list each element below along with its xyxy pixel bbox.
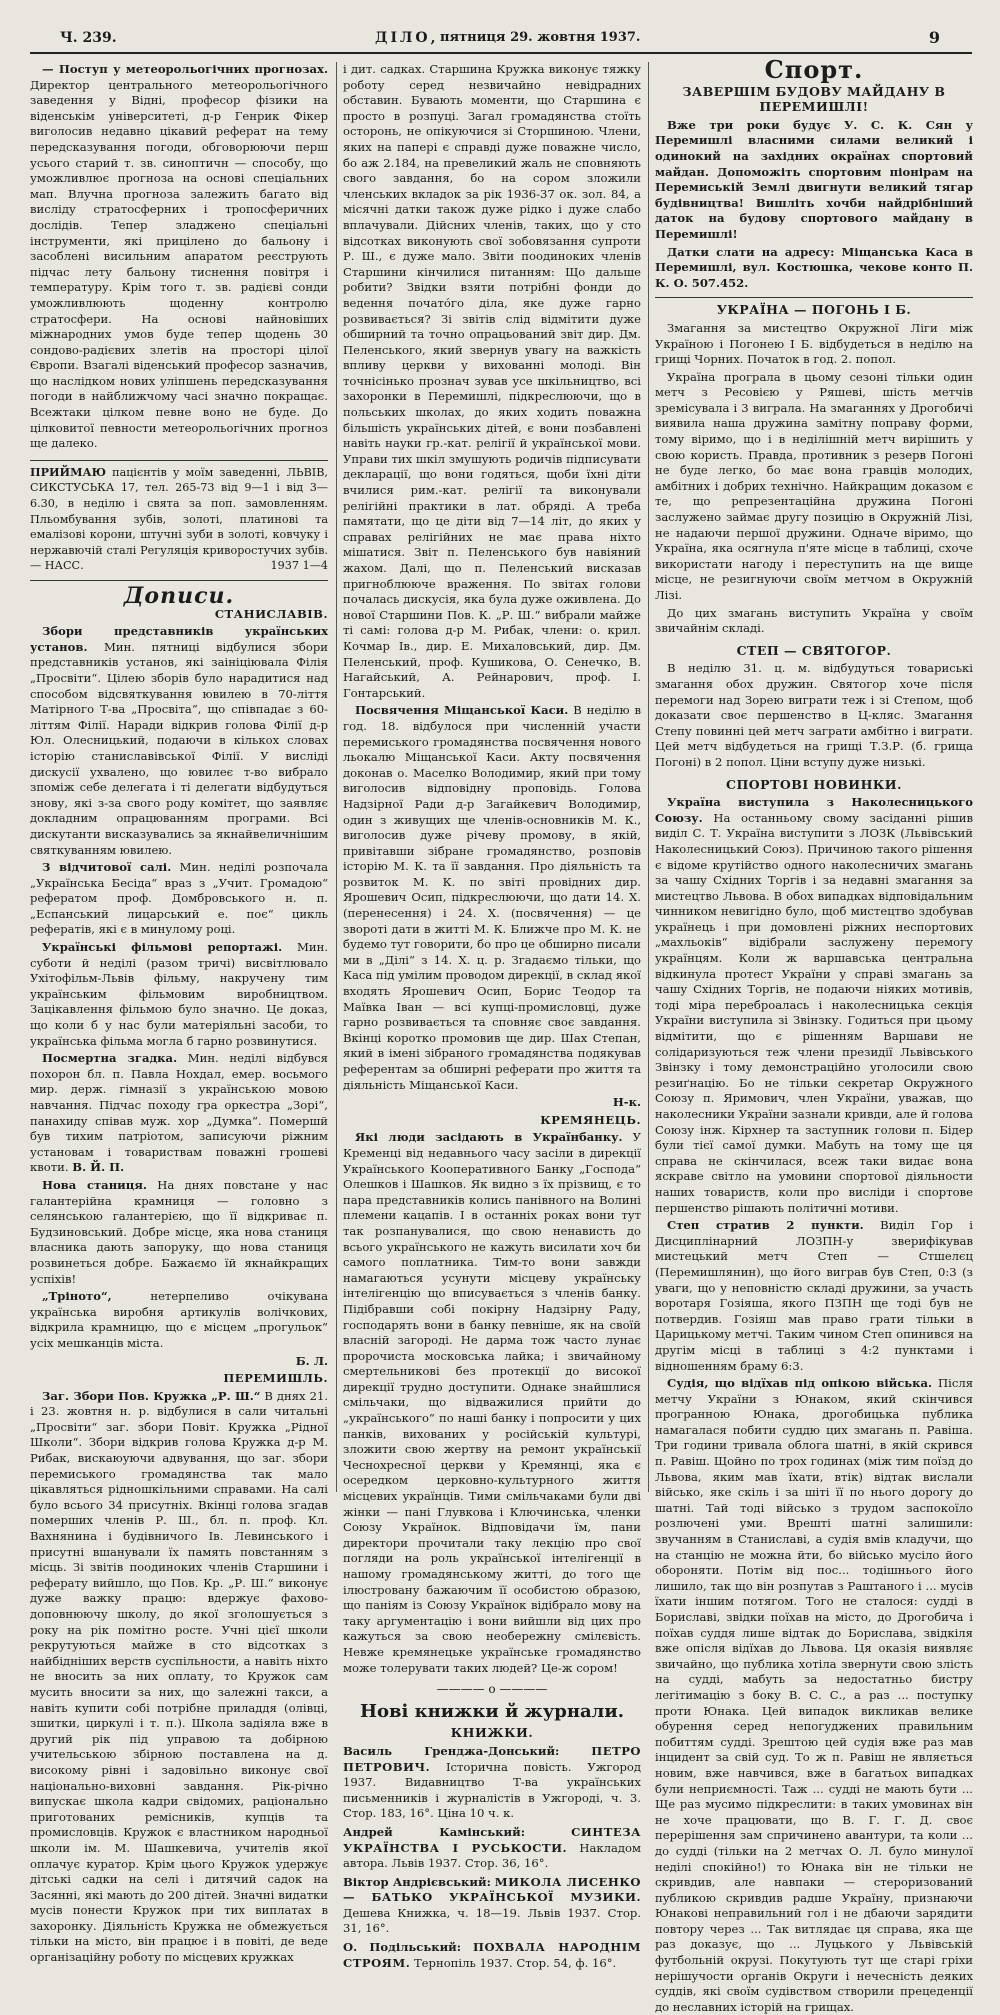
column-2 <box>343 62 642 1970</box>
book-entry <box>343 1825 641 1872</box>
item-text: Мин. пятниці відбулися збори представників установ, які заініціювала Філія „Просвіти“. Цілею зборів було нарадитися над способом відсвяткування ювилею в 70-ліття Матірного Т-ва „Просвіта“, що співпадає з 60-літтям Філії. Наради відкрив голова Філії д-р Юл. Олесницький, подаючи в кількох словах історію станиславівської Філії. У висліді дискусії ухвалено, що ювилеє т-во вибрало зпоміж себе делегата і ті делегати відбудуться знову, які з-за свого роду комітет, що заявляє докладним опрацюванням програми. Всі дискутанти висказувались за якнайвеличнішим святкуванням ювилею. <box>30 639 328 857</box>
item-lead: Посвячення Міщанської Каси. <box>355 703 569 718</box>
appeal-text: Вже три роки будує У. С. К. Сян у Перемишлі власними силами великий і одинокий на західних окраїнах спортовий майдан. Допоможіть спортовим піонірам на Перемиській Землі двигнути великий тягар будівництва! Вишліть хочби найдрібніший даток на будову спортового майдану в Перемишлі! <box>655 117 973 241</box>
appeal-title: ЗАВЕРШІМ БУДОВУ МАЙДАНУ В ПЕРЕМИШЛІ! <box>682 83 946 115</box>
item-text: Мин. неділі розпочала „Українська Бесіда“ враз з „Учит. Громадою“ рефератом проф. Домбровського н. п. „Еспанський лицарський е. поє“ цикль рефератів, які є в минулому році. <box>30 860 328 937</box>
article-text: Змагання за мистецтво Окружної Ліги між Україною і Погонею І Б. відбудеться в неділю на грищі Чорних. Початок в год. 2. попол. <box>655 320 973 367</box>
page-number-left: Ч. 239. <box>60 30 117 46</box>
item-lead: Посмертна згадка. <box>42 1051 178 1066</box>
appeal-address: Датки слати на адресу: Міщанська Каса в Перемишлі, вул. Костюшка, чекове конто П. К. О. 507.452. <box>655 244 973 290</box>
page-number-right: 9 <box>928 28 940 47</box>
place-heading: СТАНИСЛАВІВ. <box>214 606 328 621</box>
item-text: Мин. суботи й неділі (разом тричі) висвітлювало Ухітофільм-Львів фільму, накручену тим українським фільмовим виробництвом. Зацікавлення фільмою було значно. Це доказ, що коли б у нас були матеріяльні засоби, то українська фільма могла б гарно розвинутися. <box>30 940 329 1048</box>
book-author: Василь Гренджа-Донський: <box>343 1743 560 1758</box>
item-lead: Які люди засідають в Українбанку. <box>355 1130 623 1145</box>
continued-text: і дит. садках. Старшина Кружка виконує тяжку роботу серед незвичайно невідрадних обставин. Бувають моменти, що Старшина є просто в розпуці. Загал громадянства стоїть осторонь, не опікуючися зі Сторшиною. Члени, яких на папері є справді дуже поважне число, бо аж 2.184, на превеликий жаль не сповняють свого завдання, бо на сором зложили членських вкладок за рік 1936-37 ок. зол. 84, а місячні датки також дуже рідко і дуже слабо вплачували. Дійсних членів, таких, що у сто відсотках виконують свої зобовязання супроти Р. Ш., є дуже мало. Звіти поодиноких членів Старшини кінчилися питанням: Що дальше робити? Звідки взяти потрібні фонди до ведення почато́го діла, яке дуже гарно розвивається? Зі звітів слід відмітити дуже обширний та точно опрацьований звіт дир. Дм. Пеленського, який звернув увагу на важкість впливу церкви у вихованні молоді. Він точнісінько прознач зував усе шкільництво, всі захоронки в Перемишлі, підкреслюючи, що в польських школах, до яких ходить поважна більшість українських дітей, є вони позбавлені навіть науки гр.-кат. релігії й української мови. Управи тих шкіл змушують родичів підписувати декларації, що вони годяться, щоби їхні діти вчилися рим.-кат. релігії та виконували релігійні практики в лат. обряді. А треба памятати, що це діти від 7—14 літ, до яких у справах релігійних не має права ніхто мішатися. Звіт п. Пеленського був навіяний жахом. Далі, що п. Пеленський висказав пригноблююче враження. По звітах голови почалась дискусія, яка була дуже оживлена. До нової Старшини Пов. К. „Р. Ш.“ вибрали майже ті самі: голова д-р М. Рибак, члени: о. крил. Кочмар Ів., дир. Е. Михаловський, дир. Дм. Пеленський, проф. Кушикова, О. Сенечко, В. Нагайський, А. Рейнарович, проф. І. Гонтарський. <box>343 62 641 700</box>
item-lead: Нова станиця. <box>42 1177 147 1192</box>
article-text: Україна програла в цьому сезоні тільки один метч з Ресовією у Ряшеві, шість метчів зремісувала і 3 виграла. На змаганнях у Дрогобичі виявила наша дружина замітну поправу форми, тому віримо, що і в неділішній метч вирішить у свою користь. Правда, противник з резерв Погоні не буде легко, бо має вона гравців молодих, амбітних і добрих технічно. Найкращим доказом є те, що репрезентаційна дружина Погоні заслужено займає другу позицію в Окружній Лізі, не надаючи першої дружини. Одначе віримо, що Україна, яка осягнула п'яте місце в таблиці, схоче використати нагоду і переступить на ще вище місце, не резигнуючи своїм метчом в Окружній Лізі. <box>655 369 973 602</box>
book-title: ПЕТРО ПЕТРОВИЧ. <box>343 1743 642 1774</box>
news-heading: СПОРТОВІ НОВИНКИ. <box>726 776 902 792</box>
book-title: МИКОЛА ЛИСЕНКО — БАТЬКО УКРАЇНСЬКОЇ МУЗИКИ. <box>343 1874 641 1905</box>
book-title: ПОХВАЛА НАРОДНІМ СТРОЯМ. <box>343 1940 641 1970</box>
article-text: До цих змагань виступить Україна у своїм звичайнім складі. <box>655 605 973 636</box>
match-heading: УКРАЇНА — ПОГОНЬ І Б. <box>655 297 973 318</box>
masthead: ДІЛО, <box>375 30 439 46</box>
item-lead: Судія, що відїхав під опікою війська. <box>667 1376 933 1391</box>
item-signature: В. Й. П. <box>72 1160 125 1175</box>
books-subtitle: КНИЖКИ. <box>450 1725 534 1741</box>
book-author: Віктор Андрієвський: <box>343 1874 491 1889</box>
item-lead: Степ стратив 2 пункти. <box>667 1218 864 1233</box>
books-section-title: Нові книжки й журнали. <box>360 1700 624 1722</box>
separator: ———— o ———— <box>436 1682 548 1697</box>
article-text: Директор центрального метеорольогічного заведення у Відні, професор фізики на віденськім університеті, д-р Генрик Фікер виголосив недавно цікавий реферат на тему передсказування погоди, обговорюючи перш усього старий т. зв. синоптичн — способу, що уможливлює прогноза на основі спеціальних мап. Влучна прогноза залежить багато від висліду стратосферних і тропосферичних дослідів. Тепер зладжено спеціальні інструменти, які прицілено до бальону і засоблені висильним апаратом реєструють підчас лету бальону тиснення повітря і температуру. Крім того т. зв. радієві сонди уможливлюють щоденну контролю стратосфери. На основі найновіших міжнародних умов буде тепер щодень 30 сондово-радієвих злетів на просторі цілої Європи. Взагалі віденський професор зазначив, що наслідком нових уліпшень передсказування погоди в найближчому часі значно покращає. Всежтаки цілком певне воно не буде. До цілковитої певности метеорольогічних прогноз ще далеко. <box>30 77 328 451</box>
ad-lead: ПРИЙМАЮ <box>30 464 107 479</box>
item-text: нетерпеливо очікувана українська виробня артикулів волічкових, відкрила крамницю, що є місцем „прогульок“ усіх мешканців міста. <box>30 1289 328 1350</box>
sport-section-title: Спорт. <box>764 55 864 84</box>
item-text: Після метчу України з Юнаком, який скінчився програнною Юнака, дрогобицька публика намагалася побити суддю цих змагань п. Равіша. Три години тривала облога шатні, в якій скрився п. Равіш. Щойно по трох годинах (між тим поїзд до Львова, яким мав їхати, втік) відтак вислали військо, яке скіль і за шіті її по нього дорогу до шатні. Тай тоді військо з трудом заспокоїло розлючені уми. Врешті шатні залишили: звучанням в Станиславі, а судія вмів кладучи, що на станцію не можна йти, бо військо мусіло його обороняти. Потім від пос... тодішнього його лишило, так що він розпутав з Раштаного і ... мусів їхати іншим потягом. Того не сталося: судді в Бориславі, звідки поїхав на місто, до Дрогобича і поїхав суддя лише відтак до Бориславa, звідкіля вже опісля відїхав до Львова. Ця оказія виявляє звичайно, що публика хотіла звернути свою злість на судді, мабуть за недостатньо бистру легітимацію з боку В. С. С., а раз ... поступку проти Юнака. Цей випадок викликав велике обурення серед непогуджених правильним побиттям судді. Зрештою цей судія вже раз мав інцидент за свій суд. То ж п. Равіш не являється новим, вже навчився, вже в багатьох випадках були неприємності. Таж ... судді не мають бути ... Ще раз мусимо підкреслити: в таких умовинах він не хоче працювати, що В. Г. Г. Д. своє перерішення зам спричинено авантури, та коли ... до судді (тільки на 2 метчах О. Л. було минулої неділі спокійно!) то Юнака він не тільки не скривдив, але навпаки — стероризований публикою скривдив радше Україну, признаючи Юнакові неправильний гол і не дбаючи зарядити повтору через ... Так витлядає ця справа, яка ще раз доказує, що ... Луцького у Львівській футбольній окрузі. Покутують тут ще старі гріхи нерішучости органів Округи і нечесність деяких суддів, які своїм судівством створили прецеденції до неславних історій на грищах. <box>655 1376 974 2014</box>
item-lead: Збори представників українських установ. <box>30 624 328 654</box>
item-text: В неділю в год. 18. відбулося при численній участи перемиського громадянства посвячення нового льокалю Міщанської Каси. Акту посвячення доконав о. Маселко Володимир, який при тому виголосив відповідну проповідь. Голова Надзірної Ради д-р Загайкевич Володимир, один з живущих ще членів-основників М. К., виголосив дуже річеву промову, в якій, привітавши зібране громадянство, розповів історію М. К. та її завдання. Про діяльність та розвиток М. К. по звіті провідних дир. Ярошевич Осип, підкреслюючи, що дати 14. Х. (перенесення) і 24. Х. (посвячення) — це звороті дати в житті М. К. Ближче про М. К. не будемо тут говорити, бо про це обширно писали ми в „Ділі“ з 14. Х. ц. р. Згадаємо тільки, що Каса під умілим проводом дирекції, в склад якої входять Ярошевич Осип, Борис Теодор та Маївка Іван — всі купці-промисловці, дуже гарно розвивається та сповняє своє завдання. Вкінці коротко промовив ще дир. Шах Степан, який в імені зібраного громадянства подякував референтам за обширні реферати про життя та діяльність Міщанської Каси. <box>343 703 642 1092</box>
book-details: Історична повість. Ужгород 1937. Видавництво Т-ва українських письменників і журналістів в Ужгороді, ч. 3. Стор. 183, 16°. Ціна 10 ч. к. <box>343 1759 641 1821</box>
item-signature: Б. Л. <box>295 1353 328 1368</box>
item-text: На останньому свому засіданні рішив виділ С. Т. Україна виступити з ЛОЗК (Львівський Наколесницький Союз). Причиною такого рішення є відоме крутійство одного наколесничих змагань за чашу Східних Торгів і за недавні змагання за мистецтво Львова. В обох випадках відповідальним чинником невигідно було, щоб мистецтво здобував українець і при домовлені ріжних неспортових „махльоків“ відібрали заслужену перемогу українцям. Коли ж варшавська центральна відкинула протест України у справі змагань за чашу Східних Торгів, не подаючи ніяких мотивів, тоді міра переброалась і наколесницька секція України виступила зі Звінзку. Годиться при цьому відмітити, що є рішенням Варшави не солідаризуються теж члени президії Львівського Звінзку і тому демонстраційно уголосили свою резиґнацію. Бо не тільки секретар Окружного Союзу п. Яримович, член України, уважав, що наколесники України зазнали кривди, але й голова Союзу інж. Кірхнер та заступник голови п. Бідер були тієї самої думки. Мабуть на тому ще ця справа не скінчилася, всеж таки видає вона яскраве світло на умовини спортової діяльности наших товариств, коли про висліди і спортове першенство рішають політичні мотиви. <box>655 810 974 1215</box>
item-lead: Українські фільмові репортажі. <box>42 940 283 955</box>
column-1 <box>30 62 329 1965</box>
item-text: В днях 21. і 23. жовтня н. р. відбулися в сали читальні „Просвіти“ заг. збори Повіт. Кружка „Рідної Школи“. Збори відкрив голова Кружка д-р М. Рибак, вискаюуючи адвування, що заг. збори перемиського громадянства так мало цікавляться рідношкільними справами. На салі було всього 34 присутніх. Вкінці голова згадав померших членів Р. Ш., бл. п. проф. Кл. Вахнянина і будівничого Ів. Левинського і присутні вшанували їх память повстанням з місць. Зі звітів поодиноких членів Старшини і реферату вийшло, що Пов. Кр. „Р. Ш.“ виконує дуже важку працю: вдержує фахово-доповнюючу школу, до якої зголошується з року на рік помітно росте. Учні цієї школи рекрутуються майже в сто відсотках з найбідніших верств суспільности, а навіть ніхто не вносить за них оплату, то Кружок сам мусить вносити за них, що залежні такси, а навіть купити собі потрібне приладдя (олівці, зшитки, циркулі і т. п.). Школа задіяла вже в другий рік під управою та добірною учительською збірною поставлена на д. високому рівні і задовільно виконує свої національно-виховні завдання. Рік-річно випускає школа кадри свідомих, раціонально приготованих ремісників, купців та промисловців. Кружок є властником народньої школи ім. М. Шашкевича, учителів якої оплачує куратор. Крім цього Кружок удержує дітські садки на селі і дитячий садок на Засянні, які мають до 200 дітей. Значні видатки мусів понести Кружок при тих виплатах в захоронку. Діяльність Кружка не обмежується тільки на місто, він працює і в повіті, де веде організаційну роботу по місцевих кружках <box>30 1388 329 1965</box>
item-lead: Заг. Збори Пов. Кружка „Р. Ш.“ <box>42 1388 261 1403</box>
item-text: На днях повстане у нас галантерійна крамниця — головно з селянською галантерією, що її відкриває п. Будзиновський. Добре місце, яка нова станиця власника дають запоруку, що нова станиця розвинеться добре. Бажаємо їй якнайкращих успіхів! <box>30 1177 328 1286</box>
place-heading: КРЕМЯНЕЦЬ. <box>540 1112 641 1127</box>
match-heading: СТЕП — СВЯТОГОР. <box>736 642 892 658</box>
column-divider <box>648 62 649 1492</box>
book-entry <box>343 1940 641 1971</box>
item-lead: Україна виступила з Наколесницького Союзу. <box>655 795 973 825</box>
ad-text: пацієнтів у моїм заведенні, ЛЬВІВ, СИКСТУСЬКА 17, тел. 265-73 від 9—1 і від 3—6.30, в неділю і свята за поп. замовленням. Пльомбування зубів, золоті, платинові та емалізові корони, штучні зуби в золоті, ковчуку і нержавючій сталі Регуляція криворостучих зубів. — НАСС. <box>30 465 328 573</box>
item-text: У Кременці від недавнього часу засіли в дирекції Українського Кооперативного Банку „Господа“ Олешков і Шашков. Як видно з їх прізвищ, є то пара представників колись панівного на Волині племени кацапів. І в останніх роках вони тут так розпанувалися, що свою ненависть до всього українського не кажуть висилати хоч би самого поплатника. Тим-то вони завжди намагаються усунути місцеву українську інтелігенцію що вписувається з членів банку. Підібравши собі покірну Надзірну Раду, господарять вони в банку певніше, як на своїй власній загороді. Не дарма тож часто лунає пророчиста московська лайка; і звичайному смертельникові без протекції до високої дирекції трудно доступити. Однаке знайшлися смільчаки, що відважилися прийти до „українського“ по наші банку і попросити у цих панків, вихованих у російській культурі, зложити свою жертву на ремонт українськії Чеснохресної церкви у Кремянці, яка є осередком церковно-культурного життя місцевих українців. Тими смільчаками були дві жінки — пані Глувкова і Ключинська, членки Союзу Українок. Відповідачи їм, пани директори прочитали таку лекцію про свої погляди на роль української інтелігенції в нашому громадянському житті, до того ще ілюстровану бажаючим її особистою образою, що паніям із Союзу Українок відібрало мову на таку аргументацію і вони вийшли від цих про кажуться за свою необережну смілєвість. Невже кремянецьке українське громадянство може толерувати таких людей? Це-ж сором! <box>343 1130 642 1675</box>
book-title: СИНТЕЗА УКРАЇНСТВА І РУСЬКОСТИ. <box>343 1824 642 1855</box>
item-signature: Н-к. <box>612 1095 641 1110</box>
book-details: Дешева Книжка, ч. 18—19. Львів 1937. Стор. 31, 16°. <box>343 1905 641 1936</box>
column-3 <box>655 55 974 2014</box>
advertisement <box>30 460 328 581</box>
article-title: — Поступ у метеорольогічних прогнозах. <box>42 62 328 76</box>
issue-date: пятниця 29. жовтня 1937. <box>440 30 641 45</box>
book-author: Андрей Камінський: <box>343 1824 525 1839</box>
page-header <box>30 28 970 50</box>
book-author: О. Подільський: <box>343 1940 462 1955</box>
item-lead: З відчитової салі. <box>42 860 172 875</box>
book-entry <box>343 1875 641 1937</box>
ad-date: 1937 1—4 <box>270 559 328 573</box>
column-divider <box>336 62 337 1492</box>
book-details: Тернопіль 1937. Стор. 54, ф. 16°. <box>413 1955 617 1970</box>
article-text: В неділю 31. ц. м. відбудуться товариські змагання обох дружин. Святогор хоче після перемоги над Зорею виграти теж і зі Степом, щоб доказати своє першенство в Ц-кляс. Змагання Степу повинні цей метч заграти амбітно і виграти. Цей метч відбудеться на грищі Т.З.Р. (б. грища Погоні) в 2 попол. Ціни вступу дуже низькі. <box>655 661 973 769</box>
book-details: Накладом автора. Львів 1937. Стор. 36, 16°. <box>343 1840 642 1871</box>
header-rule <box>30 52 972 54</box>
section-title: Дописи. <box>123 583 235 609</box>
book-entry <box>343 1744 641 1822</box>
item-text: Мин. неділі відбувся похорон бл. п. Павла Нохдал, емер. восьмого мир. держ. гімназії з українською мовою навчання. Підчас походу гра оркестра „Зорі“, панахиду співав муж. хор „Думка“. Помершй був тихим патріотом, записуючи ріжним установам і товариствам поважні грошеві квоти. <box>30 1051 328 1175</box>
item-lead: „Тріното“, <box>42 1289 112 1304</box>
place-heading: ПЕРЕМИШЛЬ. <box>223 1371 328 1386</box>
item-text: Виділ Гор і Дисциплінарний ЛОЗПН-у зверифікував мистецький метч Степ — Стшелєц (Перемишлянин), що його виграв був Степ, 0:3 (з уваги, що у неповністю складі дружини, за участь воротаря Гозіяша, якого ПЗПН ще тоді був не потвердив. Гозіяш мав право грати тільки в Царицькому метчі. Таким чином Степ опинився на другім місці в таблиці з 4:2 пунктами і відношенням браму 6:3. <box>655 1218 973 1373</box>
